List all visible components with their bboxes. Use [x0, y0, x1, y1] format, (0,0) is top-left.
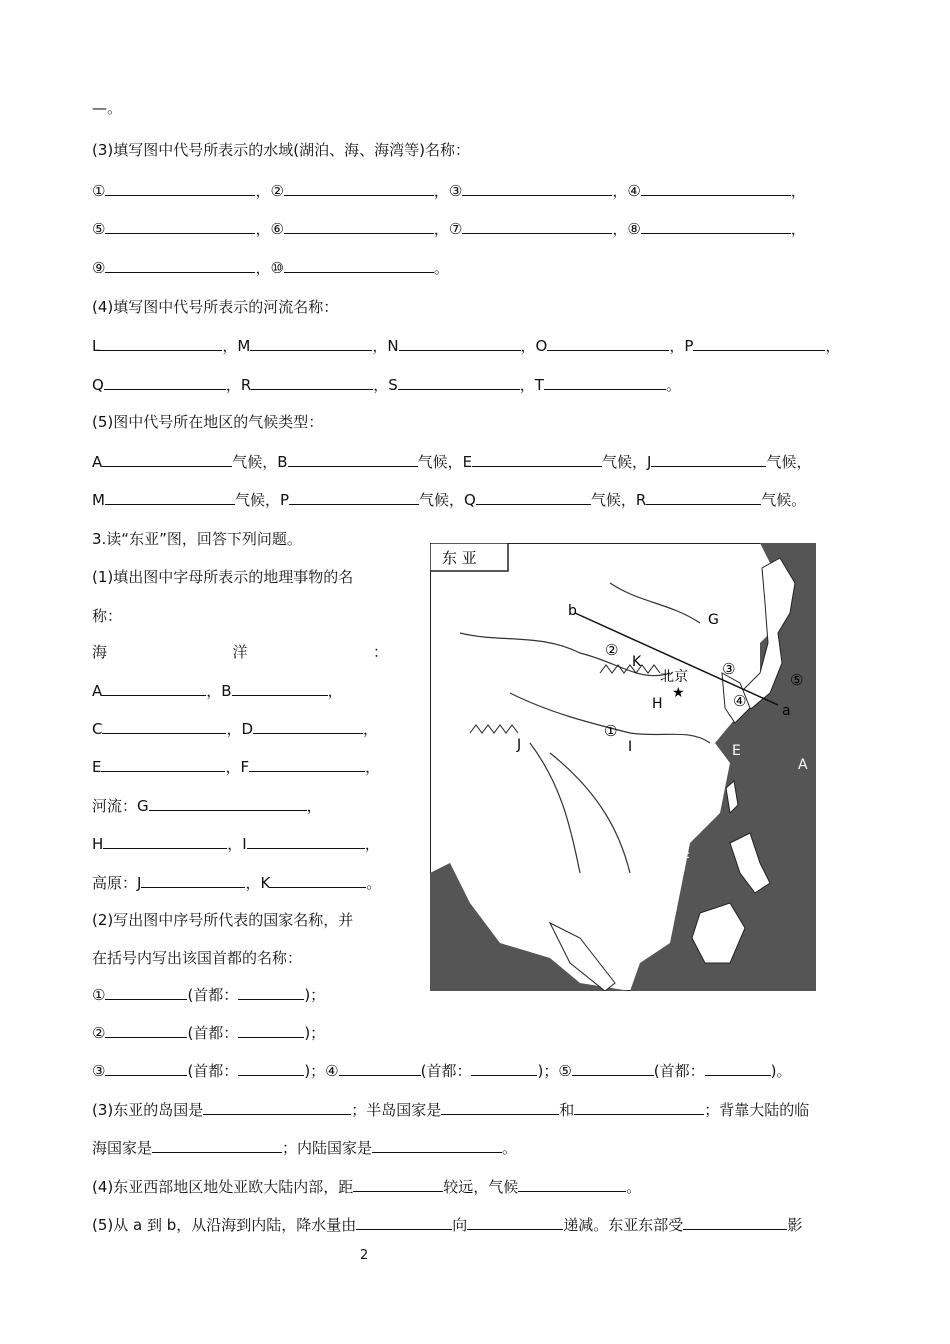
blank-label: 递减。东亚东部受: [563, 1216, 684, 1234]
page-number: 2: [360, 1248, 369, 1263]
blank-label: L: [92, 337, 101, 355]
blank-label: ①: [92, 182, 106, 200]
fragment-text: —。: [92, 99, 123, 117]
blank-label: (首都：: [187, 986, 239, 1004]
answer-blank[interactable]: [544, 374, 666, 390]
blank-label: 。: [626, 1178, 642, 1196]
capital-blank[interactable]: [238, 984, 304, 1000]
answer-blank[interactable]: [572, 1060, 654, 1076]
blank-label: )；: [304, 1024, 326, 1042]
blank-label: 海国家是: [92, 1139, 153, 1157]
s3-q3-line1: [92, 1099, 809, 1120]
blank-label: ，: [365, 758, 381, 776]
s3-q2-line1: (2)写出图中序号所代表的国家名称，并: [92, 911, 354, 929]
map-label-4: ④: [733, 692, 747, 710]
map-label-D: D: [718, 714, 729, 730]
blank-label: 气候，: [766, 453, 812, 471]
blank-label: ，②: [255, 182, 284, 200]
blank-label: (首都：: [187, 1024, 239, 1042]
blank-label: 气候，Q: [419, 491, 476, 509]
answer-blank[interactable]: [518, 1176, 626, 1192]
capital-blank[interactable]: [705, 1060, 771, 1076]
answer-blank[interactable]: [247, 833, 365, 849]
blank-label: (5)从 a 到 b，从沿海到内陆，降水量由: [92, 1216, 357, 1234]
blank-label: ①: [92, 986, 106, 1004]
blank-label: 气候，R: [590, 491, 647, 509]
blank-label: 气候，B: [232, 453, 288, 471]
blank-label: ，⑥: [255, 220, 284, 238]
s3-country345-row: [92, 1060, 792, 1081]
map-label-G: G: [708, 612, 719, 628]
s3-ocean-row: [92, 642, 388, 662]
map-label-B: B: [767, 651, 777, 667]
blank-label: 较远，气候: [443, 1178, 519, 1196]
blank-label: ，⑩: [255, 259, 284, 277]
capital-star-icon: ★: [672, 685, 685, 701]
answer-blank[interactable]: [467, 1214, 563, 1230]
east-asia-map: [430, 543, 816, 991]
q5-row2: [92, 489, 806, 510]
q5-row1: [92, 451, 812, 472]
q3-row1: [92, 180, 806, 201]
q5-prompt: (5)图中代号所在地区的气候类型：: [92, 413, 324, 431]
map-label-5: ⑤: [790, 671, 804, 689]
s3-hi-row: [92, 833, 380, 854]
blank-label: )；⑤: [537, 1062, 572, 1080]
blank-label: ，R: [225, 376, 252, 394]
blank-label: 和: [559, 1101, 575, 1119]
map-label-K: K: [632, 654, 642, 670]
blank-label: 影: [787, 1216, 803, 1234]
blank-label: ，: [363, 720, 379, 738]
answer-blank[interactable]: [100, 335, 222, 351]
answer-blank[interactable]: [288, 451, 418, 467]
blank-label: )；④: [304, 1062, 339, 1080]
s3-q1-line1: (1)填出图中字母所表示的地理事物的名: [92, 568, 354, 586]
map-label-I: I: [628, 739, 633, 755]
blank-label: (首都：: [420, 1062, 472, 1080]
blank-label: H: [92, 835, 104, 853]
q4-row1: [92, 335, 840, 356]
ocean-colon: ：: [372, 643, 388, 661]
blank-label: ，③: [433, 182, 463, 200]
blank-label: ，M: [222, 337, 251, 355]
answer-blank[interactable]: [693, 335, 825, 351]
map-label-A: A: [798, 757, 808, 773]
blank-label: ，④: [612, 182, 641, 200]
answer-blank[interactable]: [105, 257, 255, 273]
ocean-label-1: 海: [92, 643, 108, 661]
answer-blank[interactable]: [574, 1099, 704, 1115]
answer-blank[interactable]: [270, 872, 366, 888]
q4-prompt: (4)填写图中代号所表示的河流名称：: [92, 298, 339, 316]
s3-country2-row: [92, 1022, 325, 1043]
answer-blank[interactable]: [103, 833, 227, 849]
answer-blank[interactable]: [105, 1022, 187, 1038]
answer-blank[interactable]: [462, 180, 612, 196]
blank-label: ，N: [372, 337, 399, 355]
answer-blank[interactable]: [249, 756, 365, 772]
blank-label: 。: [665, 376, 681, 394]
capital-blank[interactable]: [238, 1060, 304, 1076]
blank-label: ，: [790, 220, 806, 238]
ocean-label-2: 洋: [232, 643, 248, 661]
answer-blank[interactable]: [101, 756, 225, 772]
answer-blank[interactable]: [102, 680, 206, 696]
s3-plateau-row: [92, 872, 381, 893]
answer-blank[interactable]: [250, 335, 372, 351]
answer-blank[interactable]: [253, 718, 363, 734]
s3-q4-line: [92, 1176, 641, 1197]
section3-title: 3.读“东亚”图，回答下列问题。: [92, 530, 302, 548]
blank-label: ，: [790, 182, 806, 200]
map-label-J: J: [517, 737, 522, 753]
map-label-F: F: [682, 851, 691, 867]
blank-label: (首都：: [653, 1062, 705, 1080]
blank-label: 。: [366, 874, 382, 892]
answer-blank[interactable]: [472, 451, 602, 467]
q3-prompt: (3)填写图中代号所表示的水域(湖泊、海、海湾等)名称：: [92, 141, 470, 159]
map-label-2: ②: [605, 641, 619, 659]
answer-blank[interactable]: [284, 218, 434, 234]
answer-blank[interactable]: [284, 180, 434, 196]
blank-label: 气候，P: [234, 491, 289, 509]
answer-blank[interactable]: [372, 1137, 502, 1153]
beijing-label: 北京: [660, 669, 688, 685]
answer-blank[interactable]: [683, 1214, 787, 1230]
map-label-H: H: [652, 696, 663, 712]
blank-label: ②: [92, 1024, 106, 1042]
answer-blank[interactable]: [105, 180, 255, 196]
answer-blank[interactable]: [104, 374, 226, 390]
blank-label: ，T: [519, 376, 544, 394]
blank-label: ，O: [520, 337, 548, 355]
map-label-b: b: [568, 603, 577, 619]
blank-label: ；半岛国家是: [351, 1101, 442, 1119]
answer-blank[interactable]: [105, 1060, 187, 1076]
map-label-a: a: [782, 703, 791, 719]
blank-label: C: [92, 720, 103, 738]
answer-blank[interactable]: [353, 1176, 443, 1192]
q3-row2: [92, 218, 806, 239]
answer-blank[interactable]: [141, 872, 245, 888]
blank-label: 。: [433, 259, 449, 277]
blank-label: E: [92, 758, 102, 776]
answer-blank[interactable]: [102, 451, 232, 467]
blank-label: )。: [770, 1062, 792, 1080]
s3-country1-row: [92, 984, 325, 1005]
answer-blank[interactable]: [105, 218, 255, 234]
s3-ef-row: [92, 756, 380, 777]
q3-row3: [92, 257, 449, 278]
answer-blank[interactable]: [203, 1099, 351, 1115]
answer-blank[interactable]: [547, 335, 669, 351]
blank-label: ，: [364, 835, 380, 853]
answer-blank[interactable]: [441, 1099, 559, 1115]
s3-q5-line: [92, 1214, 802, 1235]
blank-label: ，: [306, 797, 322, 815]
map-label-E: E: [732, 743, 741, 759]
s3-q1-line2: 称：: [92, 607, 123, 625]
answer-blank[interactable]: [646, 489, 761, 505]
s3-q3-line2: [92, 1137, 517, 1158]
blank-label: ，D: [226, 720, 254, 738]
blank-label: ，F: [225, 758, 250, 776]
blank-label: 河流：G: [92, 797, 149, 815]
blank-label: ，B: [206, 682, 232, 700]
blank-label: ，I: [227, 835, 247, 853]
q4-row2: [92, 374, 681, 395]
blank-label: 。: [502, 1139, 518, 1157]
answer-blank[interactable]: [102, 718, 226, 734]
blank-label: )；: [304, 986, 326, 1004]
blank-label: ③: [92, 1062, 106, 1080]
blank-label: ⑤: [92, 220, 106, 238]
blank-label: ；背靠大陆的临: [704, 1101, 810, 1119]
continued-fragment: [92, 98, 122, 118]
answer-blank[interactable]: [356, 1214, 452, 1230]
blank-label: 向: [452, 1216, 468, 1234]
blank-label: (4)东亚西部地区地处亚欧大陆内部，距: [92, 1178, 354, 1196]
blank-label: ，⑧: [612, 220, 641, 238]
answer-blank[interactable]: [339, 1060, 421, 1076]
answer-blank[interactable]: [651, 451, 766, 467]
capital-blank[interactable]: [471, 1060, 537, 1076]
capital-blank[interactable]: [238, 1022, 304, 1038]
map-title: 东 亚: [442, 549, 477, 567]
answer-blank[interactable]: [232, 680, 328, 696]
answer-blank[interactable]: [641, 218, 791, 234]
blank-label: 气候，J: [602, 453, 652, 471]
blank-label: ，K: [245, 874, 271, 892]
s3-q2-line2: 在括号内写出该国首都的名称：: [92, 949, 303, 967]
blank-label: ，S: [373, 376, 398, 394]
blank-label: ；内陆国家是: [282, 1139, 373, 1157]
s3-cd-row: [92, 718, 378, 739]
blank-label: (首都：: [187, 1062, 239, 1080]
blank-label: ，⑦: [433, 220, 463, 238]
answer-blank[interactable]: [105, 489, 235, 505]
answer-blank[interactable]: [284, 257, 434, 273]
blank-label: ⑨: [92, 259, 106, 277]
answer-blank[interactable]: [289, 489, 419, 505]
blank-label: (3)东亚的岛国是: [92, 1101, 204, 1119]
map-label-1: ①: [604, 722, 618, 740]
map-label-3: ③: [722, 660, 736, 678]
s3-ab-row: [92, 680, 343, 701]
blank-label: 气候。: [761, 491, 807, 509]
answer-blank[interactable]: [251, 374, 373, 390]
blank-label: ，: [825, 337, 841, 355]
blank-label: 气候，E: [417, 453, 473, 471]
s3-river-row: [92, 795, 322, 816]
blank-label: M: [92, 491, 105, 509]
blank-label: ，: [327, 682, 343, 700]
answer-blank[interactable]: [462, 218, 612, 234]
blank-label: 高原：J: [92, 874, 142, 892]
answer-blank[interactable]: [152, 1137, 282, 1153]
blank-label: A: [92, 682, 103, 700]
answer-blank[interactable]: [149, 795, 307, 811]
blank-label: A: [92, 453, 103, 471]
answer-blank[interactable]: [398, 374, 520, 390]
answer-blank[interactable]: [399, 335, 521, 351]
blank-label: ，P: [669, 337, 694, 355]
answer-blank[interactable]: [641, 180, 791, 196]
answer-blank[interactable]: [476, 489, 591, 505]
blank-label: Q: [92, 376, 104, 394]
answer-blank[interactable]: [105, 984, 187, 1000]
